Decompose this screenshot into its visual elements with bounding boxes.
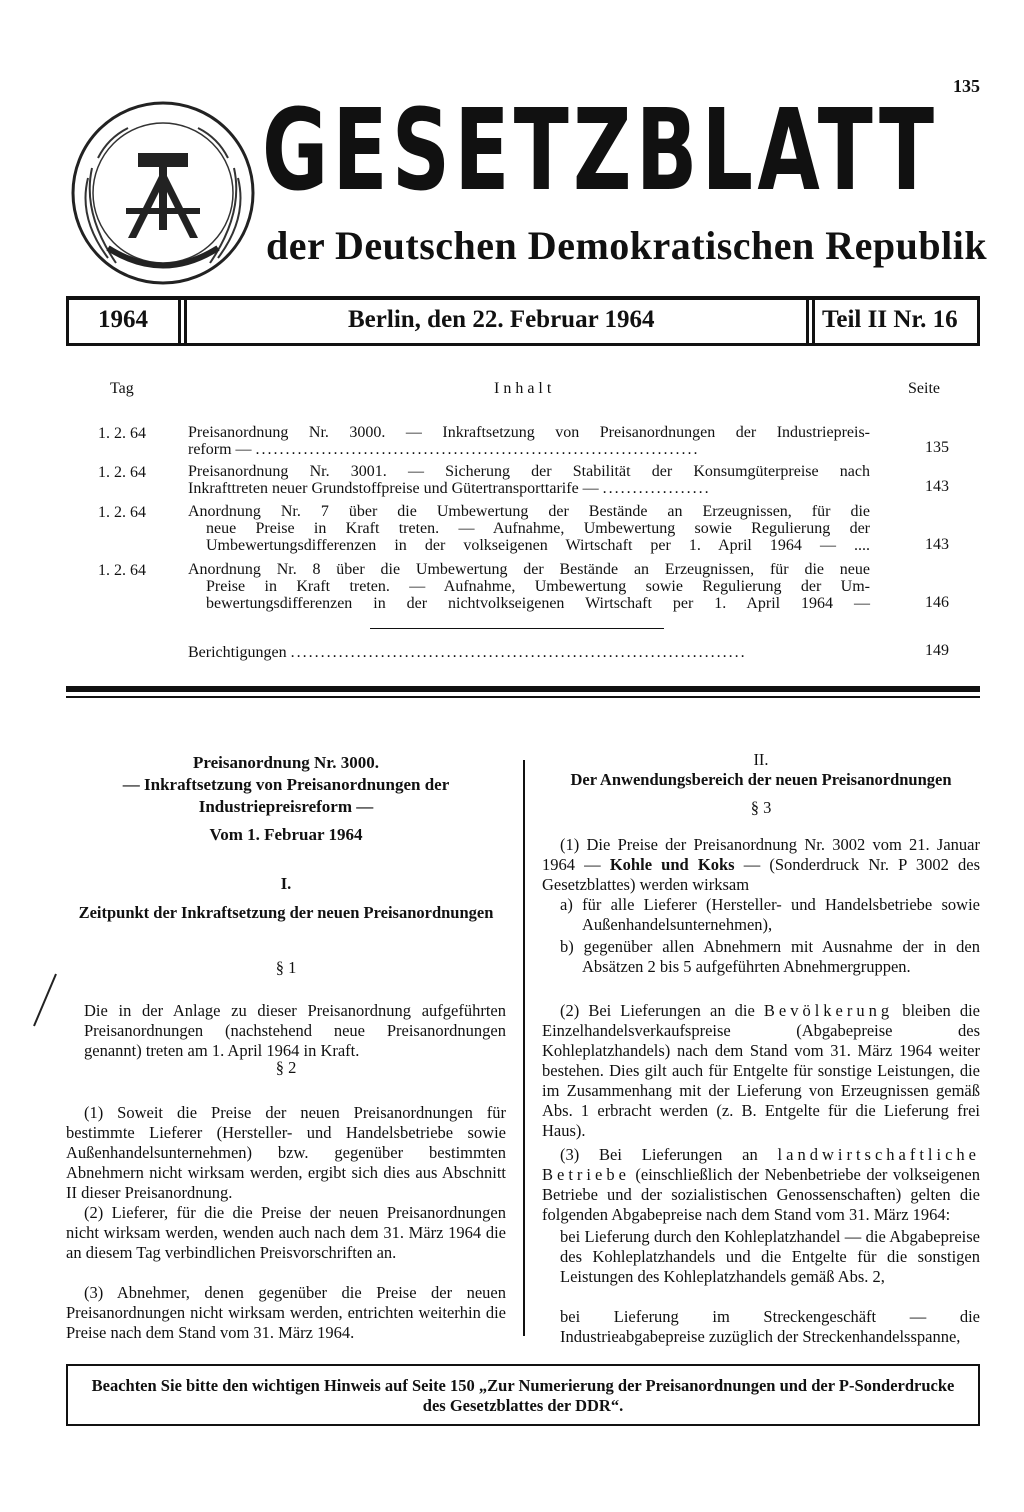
notice-text: Beachten Sie bitte den wichtigen Hinweis auf Seite 150 „Zur Numerierung der Preisanordnungen und der P-Sonderdrucke des Gesetzblattes der DDR“. bbox=[91, 1376, 955, 1415]
section-rule bbox=[66, 696, 980, 698]
emphasis-text: landwirtschaftliche Betriebe bbox=[542, 1144, 980, 1184]
section-title: Der Anwendungsbereich der neuen Preisanordnungen bbox=[570, 770, 952, 789]
pen-mark-icon bbox=[30, 970, 60, 1030]
issue-year: 1964 bbox=[98, 306, 148, 333]
paragraph-number: § 3 bbox=[750, 798, 772, 817]
toc-entry-line: Anordnung Nr. 8 über die Umbewertung der Bestände an Erzeugnissen, für die neue bbox=[188, 561, 870, 578]
toc-entry-line: neue Preise in Kraft treten. — Aufnahme, Umbewertung sowie Regulierung der bbox=[206, 520, 870, 537]
paragraph-text: (2) Lieferer, für die die Preise der neuen Preisanordnungen nicht wirksam werden, wenden auch nach dem 31. März 1964 die an diesem Tag verbindlichen Preisvorschriften an. bbox=[66, 1202, 506, 1262]
header-rule-top bbox=[66, 296, 980, 300]
paragraph-text: (3) Bei Lieferungen an landwirtschaftliche Betriebe (einschließlich der Nebenbetriebe der volkseigenen Betriebe und der sozialistischen Genossenschaften) gelten die folgenden Abgabepreise nach dem Stand vom 31. März 1964: bbox=[542, 1144, 980, 1224]
list-item: bei Lieferung im Streckengeschäft — die Industrieabgabepreise zuzüglich der Streckenhandelsspanne, bbox=[560, 1306, 980, 1346]
toc-entry-line: Inkrafttreten neuer Grundstoffpreise und Gütertransporttarife — .................. bbox=[188, 480, 711, 497]
issue-date: Berlin, den 22. Februar 1964 bbox=[348, 306, 655, 333]
issue-number: Teil II Nr. 16 bbox=[822, 306, 958, 333]
masthead-title: GESETZBLATT bbox=[262, 86, 939, 216]
toc-entry-line: Berichtigungen bbox=[188, 644, 287, 661]
header-divider bbox=[184, 296, 187, 346]
toc-entry[interactable] bbox=[188, 424, 870, 458]
header-divider bbox=[812, 296, 815, 346]
toc-date: 1. 2. 64 bbox=[98, 425, 146, 442]
toc-entry-line: bewertungsdifferenzen in der nichtvolkseigenen Wirtschaft per 1. April 1964 — bbox=[206, 595, 870, 612]
list-item: a) für alle Lieferer (Hersteller- und Handelsbetriebe sowie Außenhandelsunternehmen), bbox=[560, 894, 980, 934]
toc-date: 1. 2. 64 bbox=[98, 562, 146, 579]
column-divider bbox=[523, 760, 525, 1336]
paragraph-text: (3) Abnehmer, denen gegenüber die Preise der neuen Preisanordnungen nicht wirksam werden, entrichten weiterhin die Preise nach dem Stand vom 31. März 1964. bbox=[66, 1282, 506, 1342]
ordinance-date: Vom 1. Februar 1964 bbox=[209, 825, 363, 844]
header-divider bbox=[178, 296, 181, 346]
toc-page: 146 bbox=[925, 594, 949, 611]
paragraph-text: (1) Soweit die Preise der neuen Preisanordnungen für bestimmte Lieferer (Hersteller- und Handelsbetriebe sowie Außenhandelsunternehmen) bzw. gegenüber bestimmten Abnehmern nicht wirksam werden, ergibt sich dies aus Abschnitt II dieser Preisanordnung. bbox=[66, 1102, 506, 1202]
paragraph-text: (1) Die Preise der Preisanordnung Nr. 3002 vom 21. Januar 1964 — Kohle und Koks — (Sonderdruck Nr. P 3002 des Gesetzblattes) werden wirksam bbox=[542, 834, 981, 894]
paragraph-text: (2) Bei Lieferungen an die Bevölkerung bleiben die Einzelhandelsverkaufspreise (Abgabepreise des Kohleplatzhandels) nach dem Stand vom 31. März 1964 weiter bestehen. Dies gilt auch für Entgelte für sonstige Leistungen, die im Zusammenhang mit der Lieferung von Erzeugnissen gemäß Abs. 1 erbracht werden (z. B. Entgelte für die Lieferung frei Haus). bbox=[542, 1000, 980, 1140]
section-number: I. bbox=[280, 874, 292, 893]
toc-page: 143 bbox=[925, 478, 949, 495]
paragraph-number: § 1 bbox=[275, 958, 297, 977]
header-divider bbox=[806, 296, 809, 346]
toc-page: 135 bbox=[925, 439, 949, 456]
section-rule bbox=[66, 686, 980, 692]
toc-entry[interactable] bbox=[188, 463, 870, 497]
section-number: II. bbox=[753, 750, 769, 769]
emphasis-text: Bevölkerung bbox=[763, 1000, 894, 1020]
header-divider bbox=[977, 296, 980, 346]
toc-page: 149 bbox=[925, 642, 949, 659]
toc-entry-line: reform — .......................................................................... bbox=[188, 441, 700, 458]
paragraph-text: Die in der Anlage zu dieser Preisanordnung aufgeführten Preisanordnungen (nachstehend neue Preisanordnungen genannt) treten am 1. April 1964 in Kraft. bbox=[84, 1000, 506, 1060]
toc-date: 1. 2. 64 bbox=[98, 504, 146, 521]
toc-entry-line: Anordnung Nr. 7 über die Umbewertung der Bestände an Erzeugnissen, für die bbox=[188, 503, 870, 520]
toc-separator bbox=[370, 628, 664, 629]
ordinance-title: Preisanordnung Nr. 3000. — Inkraftsetzung von Preisanordnungen der Industriepreisreform — Vom 1. Februar 1964 bbox=[66, 752, 506, 846]
masthead-subtitle: der Deutschen Demokratischen Republik bbox=[266, 223, 988, 268]
ddr-emblem-icon bbox=[68, 98, 258, 288]
toc-entry-line: Preisanordnung Nr. 3000. — Inkraftsetzung von Preisanordnungen der Industriepreis- bbox=[188, 424, 870, 441]
list-item: bei Lieferung durch den Kohleplatzhandel — die Abgabepreise des Kohleplatzhandels und die Entgelte für die sonstigen Leistungen des Kohleplatzhandels gemäß Abs. 2, bbox=[560, 1226, 980, 1286]
header-divider bbox=[66, 296, 69, 346]
toc-date: 1. 2. 64 bbox=[98, 464, 146, 481]
toc-entry[interactable]: Berichtigungen ............................................................................ bbox=[188, 644, 747, 661]
toc-header-tag: Tag bbox=[110, 380, 134, 397]
page-number: 135 bbox=[953, 76, 980, 96]
paragraph-number: § 2 bbox=[275, 1058, 297, 1077]
toc-page: 143 bbox=[925, 536, 949, 553]
toc-entry[interactable] bbox=[188, 503, 870, 554]
emphasis-text: Kohle und Koks bbox=[609, 854, 735, 874]
section-title: Zeitpunkt der Inkraftsetzung der neuen Preisanordnungen bbox=[78, 903, 494, 922]
toc-header-seite: Seite bbox=[908, 380, 940, 397]
header-rule-bottom bbox=[66, 343, 980, 346]
toc-entry-line: Umbewertungsdifferenzen in der volkseigenen Wirtschaft per 1. April 1964 — .... bbox=[206, 537, 870, 554]
toc-entry-line: Preisanordnung Nr. 3001. — Sicherung der Stabilität der Konsumgüterpreise nach bbox=[188, 463, 870, 480]
list-item: b) gegenüber allen Abnehmern mit Ausnahme der in den Absätzen 2 bis 5 aufgeführten Abnehmergruppen. bbox=[560, 936, 980, 976]
toc-entry[interactable] bbox=[188, 561, 870, 612]
toc-entry-line: Preise in Kraft treten. — Aufnahme, Umbewertung sowie Regulierung der Um- bbox=[206, 578, 870, 595]
toc-header-inhalt: Inhalt bbox=[494, 380, 556, 397]
